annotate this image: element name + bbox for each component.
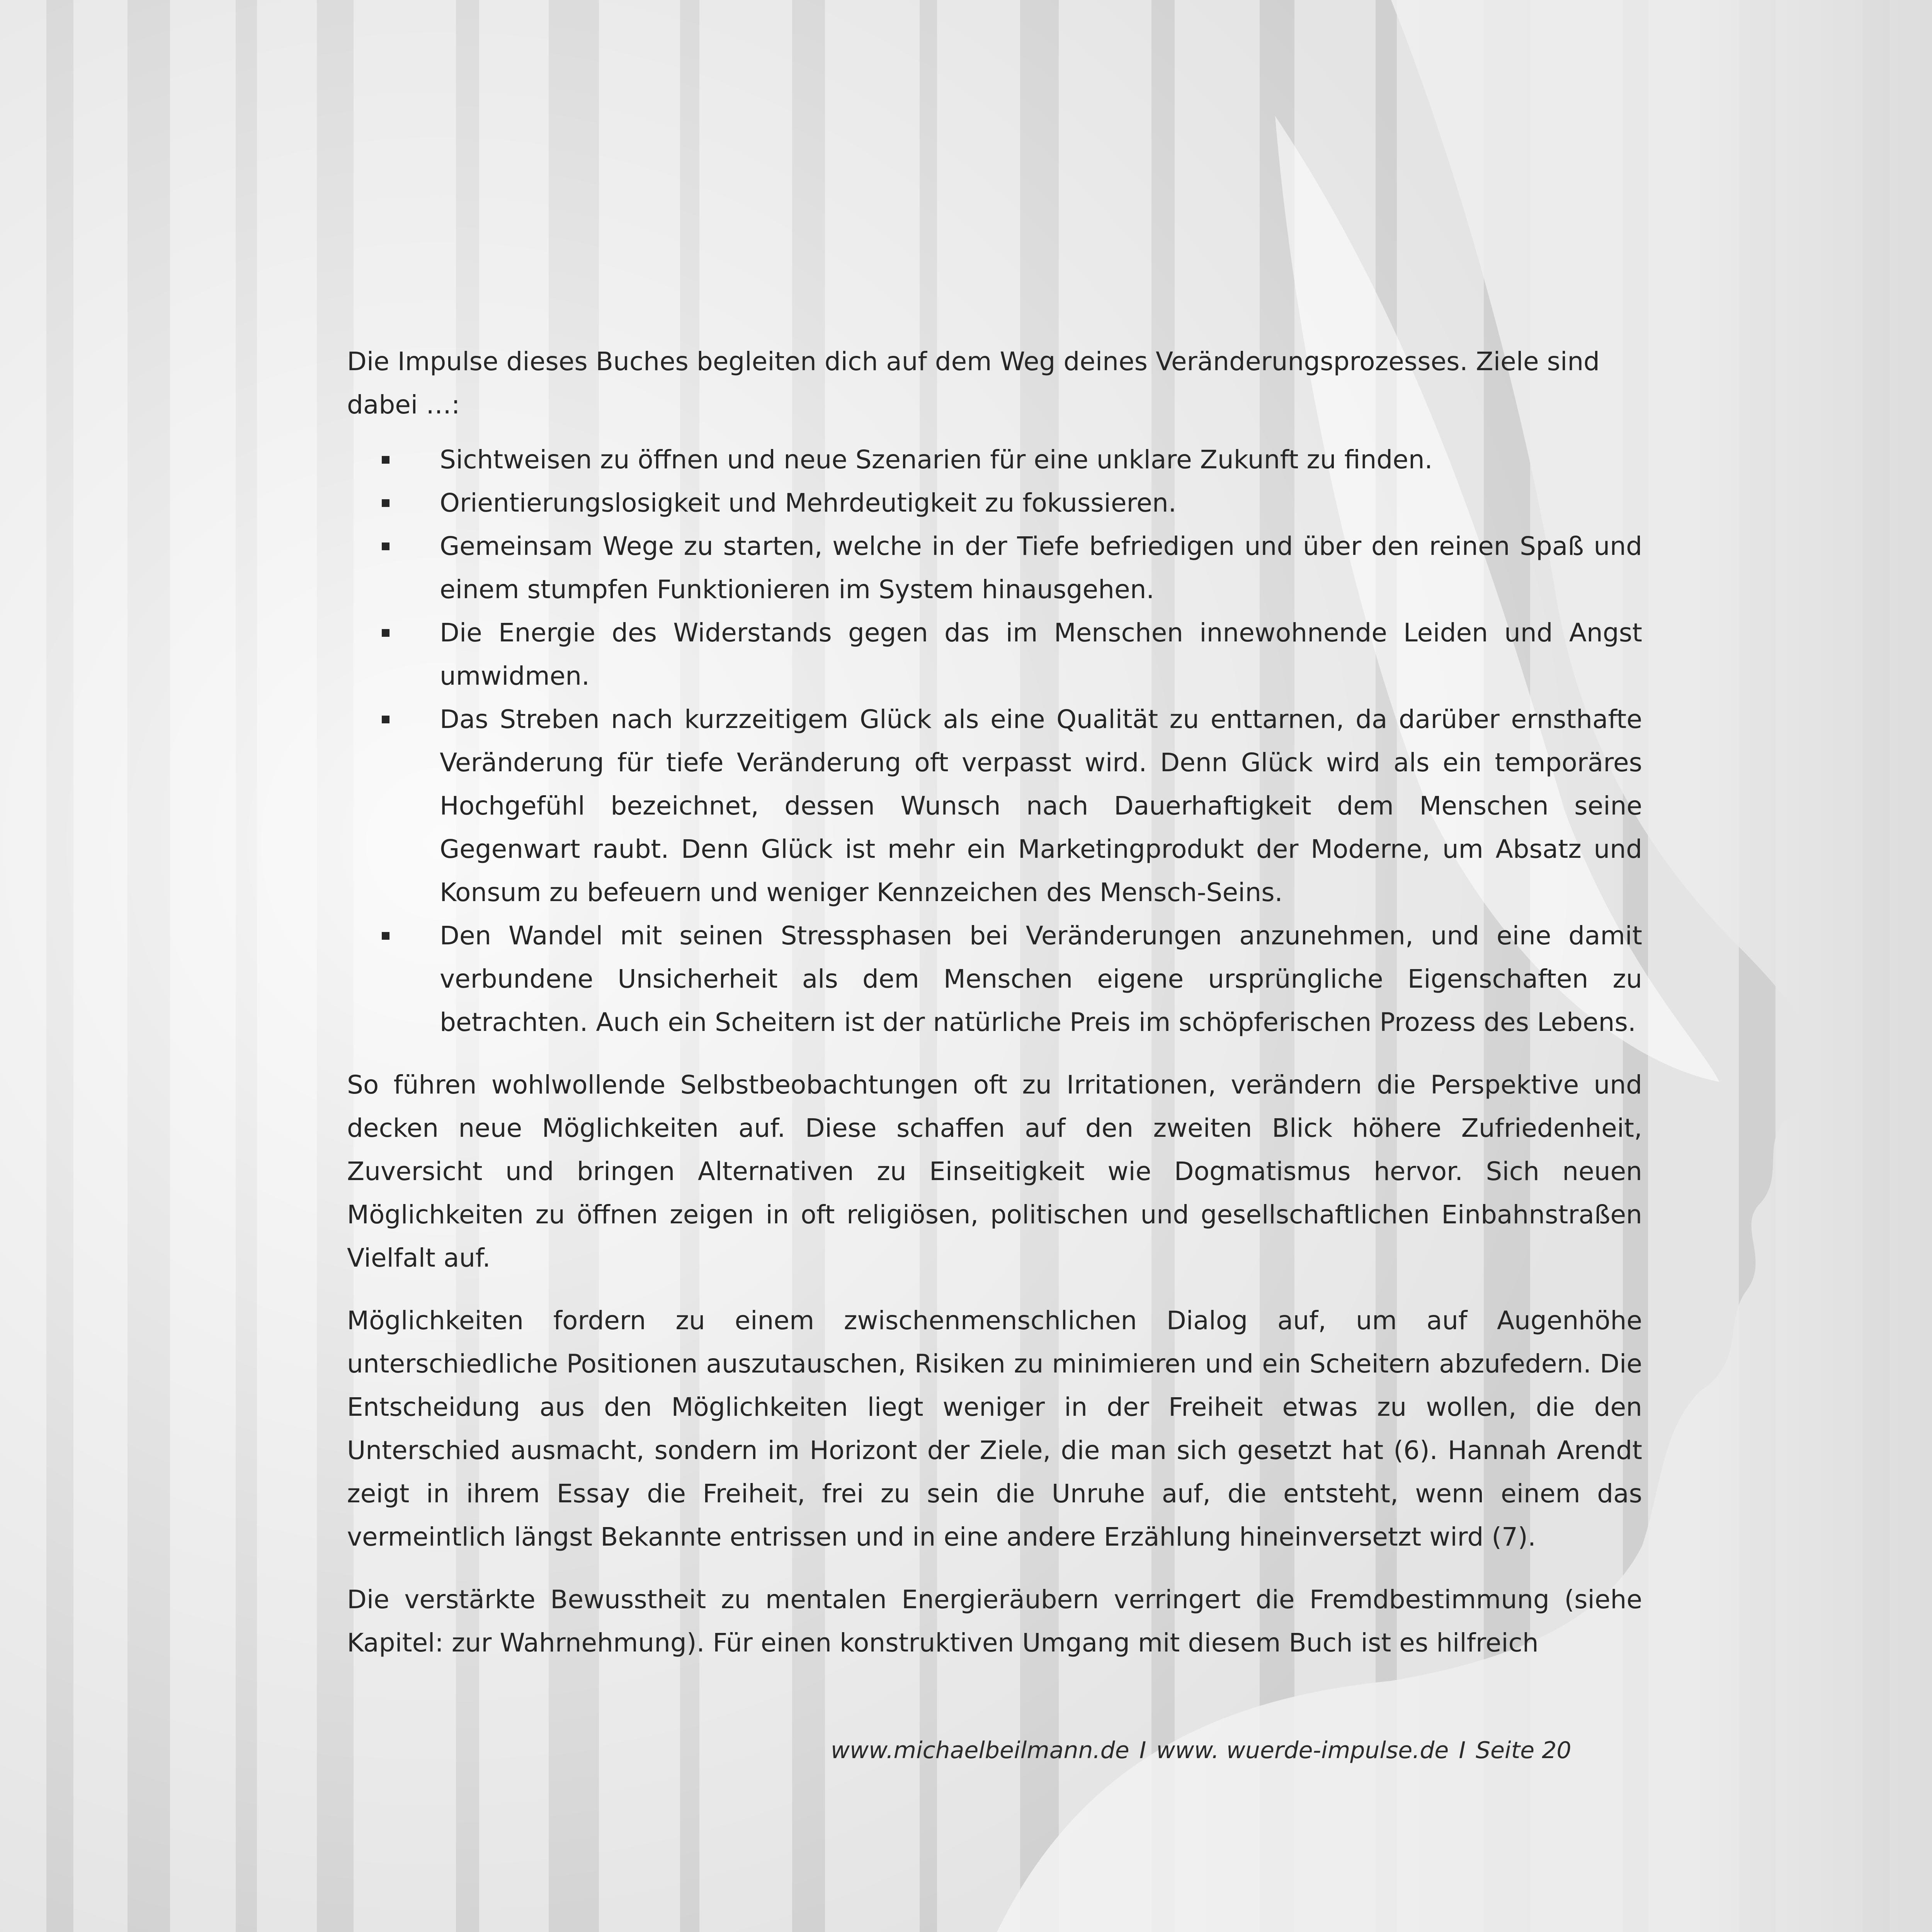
square-bullet-icon (382, 456, 389, 464)
paragraph-moeglichkeiten: Möglichkeiten fordern zu einem zwischenmenschlichen Dialog auf, um auf Augenhöhe unterschiedliche Positionen auszutauschen, Risiken zu minimieren und ein Scheitern abzufedern. Die Entscheidung aus den Möglichkeiten liegt weniger in der Freiheit etwas zu wollen, die den Unterschied ausmacht, sondern im Horizont der Ziele, die man sich gesetzt hat (6). Hannah Arendt zeigt in ihrem Essay die Freiheit, frei zu sein die Unruhe auf, die entsteht, wenn einem das vermeintlich längst Bekannte entrissen und in eine andere Erzählung hineinversetzt wird (7). (347, 1306, 1642, 1552)
square-bullet-icon (382, 716, 389, 723)
footer-link-wuerde-impulse[interactable]: www. wuerde-impulse.de (1156, 1737, 1449, 1764)
body-text (347, 340, 1642, 1665)
list-item (347, 438, 1642, 481)
list-item-text: Sichtweisen zu öffnen und neue Szenarien für eine unklare Zukunft zu finden. (440, 445, 1433, 474)
list-item-text: Das Streben nach kurzzeitigem Glück als eine Qualität zu enttarnen, da darüber ernsthafte Veränderung für tiefe Veränderung oft verpasst wird. Denn Glück wird als ein temporäres Hochgefühl bezeichnet, dessen Wunsch nach Dauerhaftigkeit dem Menschen seine Gegenwart raubt. Denn Glück ist mehr ein Marketingprodukt der Moderne, um Absatz und Konsum zu befeuern und weniger Kennzeichen des Mensch-Seins. (440, 704, 1642, 907)
list-item-text: Orientierungslosigkeit und Mehrdeutigkeit zu fokussieren. (440, 488, 1177, 518)
list-item (347, 914, 1642, 1044)
list-item (347, 525, 1642, 611)
square-bullet-icon (382, 543, 389, 550)
page-footer (831, 1735, 1584, 1766)
footer-separator: I (1459, 1737, 1466, 1764)
square-bullet-icon (382, 629, 389, 637)
square-bullet-icon (382, 499, 389, 507)
paragraph-selbstbeobachtung: So führen wohlwollende Selbstbeobachtungen oft zu Irritationen, verändern die Perspektive und decken neue Möglichkeiten auf. Diese schaffen auf den zweiten Blick höhere Zufriedenheit, Zuversicht und bringen Alternativen zu Einseitigkeit wie Dogmatismus hervor. Sich neuen Möglichkeiten zu öffnen zeigen in oft religiösen, politischen und gesellschaftlichen Einbahnstraßen Vielfalt auf. (347, 1070, 1642, 1273)
list-item (347, 481, 1642, 525)
list-item-text: Den Wandel mit seinen Stressphasen bei Veränderungen anzunehmen, und eine damit verbundene Unsicherheit als dem Menschen eigene ursprüngliche Eigenschaften zu betrachten. Auch ein Scheitern ist der natürliche Preis im schöpferischen Prozess des Lebens. (440, 921, 1642, 1037)
list-item-text: Gemeinsam Wege zu starten, welche in der Tiefe befriedigen und über den reinen Spaß und einem stumpfen Funktionieren im System hinausgehen. (440, 531, 1642, 604)
list-item-text: Die Energie des Widerstands gegen das im Menschen innewohnende Leiden und Angst umwidmen. (440, 618, 1642, 691)
footer-link-michaelbeilmann[interactable]: www.michaelbeilmann.de (831, 1737, 1129, 1764)
list-item (347, 698, 1642, 914)
square-bullet-icon (382, 932, 389, 940)
page-number: Seite 20 (1476, 1737, 1571, 1764)
list-item (347, 611, 1642, 698)
intro-paragraph: Die Impulse dieses Buches begleiten dich auf dem Weg deines Veränderungsprozesses. Ziele sind dabei …: (347, 347, 1600, 420)
paragraph-bewusstheit: Die verstärkte Bewusstheit zu mentalen Energieräubern verringert die Fremdbestimmung (siehe Kapitel: zur Wahrnehmung). Für einen konstruktiven Umgang mit diesem Buch ist es hilfreich (347, 1585, 1642, 1658)
footer-separator: I (1139, 1737, 1146, 1764)
goals-list (347, 438, 1642, 1044)
